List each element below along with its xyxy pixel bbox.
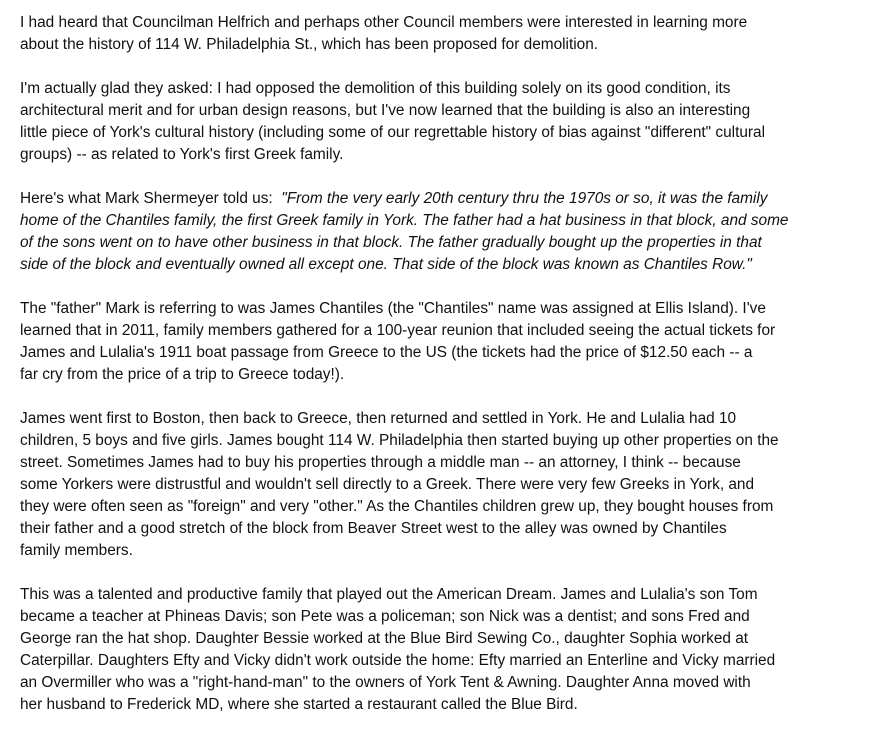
text-line: an Overmiller who was a "right-hand-man" to the owners of York Tent & Awning. Daughter Anna moved with: [20, 674, 751, 691]
text-line: This was a talented and productive family that played out the American Dream. James and Lulalia's son Tom: [20, 586, 758, 603]
text-line: their father and a good stretch of the block from Beaver Street west to the alley was owned by Chantiles: [20, 520, 727, 537]
text-line: her husband to Frederick MD, where she started a restaurant called the Blue Bird.: [20, 696, 578, 713]
text-line: The "father" Mark is referring to was James Chantiles (the "Chantiles" name was assigned at Ellis Island). I've: [20, 300, 766, 317]
text-line: children, 5 boys and five girls. James bought 114 W. Philadelphia then started buying up other properties on the: [20, 432, 779, 449]
text-line: groups) -- as related to York's first Greek family.: [20, 146, 344, 163]
paragraph-family: [20, 584, 868, 716]
quote-text: home of the Chantiles family, the first Greek family in York. The father had a hat business in that block, and some: [20, 212, 789, 229]
text-line: family members.: [20, 542, 133, 559]
text-line: far cry from the price of a trip to Greece today!).: [20, 366, 345, 383]
text-line: James went first to Boston, then back to Greece, then returned and settled in York. He and Lulalia had 10: [20, 410, 737, 427]
paragraph-settlement: [20, 408, 868, 562]
quote-first-line: [20, 188, 868, 210]
quote-intro: Here's what Mark Shermeyer told us:: [20, 190, 282, 207]
text-line: architectural merit and for urban design reasons, but I've now learned that the building is also an interesting: [20, 102, 751, 119]
text-line: I'm actually glad they asked: I had opposed the demolition of this building solely on its good condition, its: [20, 80, 731, 97]
paragraph-quote: [20, 188, 868, 276]
text-line: learned that in 2011, family members gathered for a 100-year reunion that included seeing the actual tickets for: [20, 322, 776, 339]
text-line: street. Sometimes James had to buy his properties through a middle man -- an attorney, I think -- because: [20, 454, 741, 471]
text-line: they were often seen as "foreign" and very "other." As the Chantiles children grew up, they bought houses from: [20, 498, 774, 515]
text-line: became a teacher at Phineas Davis; son Pete was a policeman; son Nick was a dentist; and sons Fred and: [20, 608, 750, 625]
text-line: James and Lulalia's 1911 boat passage from Greece to the US (the tickets had the price of $12.50 each -- a: [20, 344, 753, 361]
text-line: Caterpillar. Daughters Efty and Vicky didn't work outside the home: Efty married an Enterline and Vicky married: [20, 652, 776, 669]
text-line: George ran the hat shop. Daughter Bessie worked at the Blue Bird Sewing Co., daughter Sophia worked at: [20, 630, 749, 647]
paragraph-opinion: [20, 78, 868, 166]
quote-text: of the sons went on to have other business in that block. The father gradually bought up the properties in that: [20, 234, 762, 251]
text-line: little piece of York's cultural history (including some of our regrettable history of bias against "different" cultural: [20, 124, 766, 141]
quote-text: "From the very early 20th century thru the 1970s or so, it was the family: [281, 190, 768, 207]
text-line: about the history of 114 W. Philadelphia St., which has been proposed for demolition.: [20, 36, 599, 53]
paragraph-father: [20, 298, 868, 386]
text-line: I had heard that Councilman Helfrich and perhaps other Council members were interested in learning more: [20, 14, 748, 31]
quote-text: side of the block and eventually owned all except one. That side of the block was known as Chantiles Row.": [20, 256, 752, 273]
paragraph-intro: [20, 12, 868, 56]
text-line: some Yorkers were distrustful and wouldn't sell directly to a Greek. There were very few Greeks in York, and: [20, 476, 755, 493]
